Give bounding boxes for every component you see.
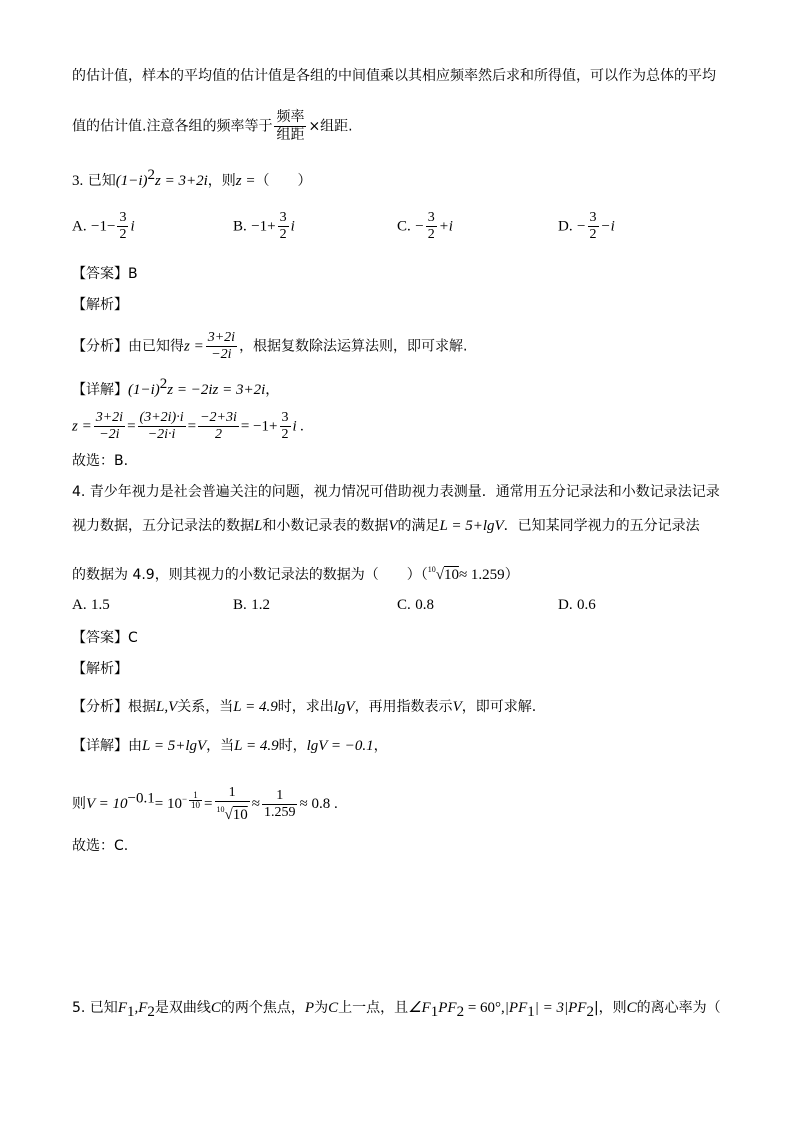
q4-answer: 【答案】C: [72, 630, 138, 646]
intro-line-2-text: 值的估计值.注意各组的频率等于: [72, 118, 273, 135]
q4-line-2: 视力数据，五分记录法的数据L和小数记录表的数据V的满足L = 5+lgV．已知某同学视力的五分记录法: [72, 518, 700, 534]
q3-stem-mid: ，则: [207, 173, 236, 189]
q3-jiexi: 【解析】: [72, 297, 128, 313]
q4-guxuan: 故选：C.: [72, 838, 129, 854]
q3-option-c: C. − $\frac{3}{2}$ +i: [397, 210, 453, 242]
freq-over-width-fraction: [274, 109, 306, 144]
q3-guxuan: 故选：B.: [72, 453, 129, 469]
q4-xiangjie: 【详解】由L = 5+lgV，当L = 4.9时，lgV = −0.1，: [72, 738, 388, 754]
q4-option-b: B. 1.2: [233, 597, 270, 613]
q3-answer: 【答案】B: [72, 266, 138, 282]
q3-bracket: （ ）: [255, 173, 312, 189]
q3-option-b: B. −1+ $\frac{3}{2}$ i: [233, 210, 295, 242]
q4-option-c: C. 0.8: [397, 597, 434, 613]
q3-xiangjie: 【详解】$(1-i)^2z = -2iz = 3+2i$，: [72, 376, 280, 398]
q3-fenxi: 【分析】由已知得z = $\frac{3+2i}{-2i}$ ，根据复数除法运算法则，即可求解.: [72, 330, 468, 362]
q4-option-d: D. 0.6: [558, 597, 596, 613]
q5-stem: 5. 已知$F_1,F_2$是双曲线C的两个焦点，P为C上一点，且$\angle F_1PF_2 = 60^\circ,|PF_1| = 3|PF_2|$，则C的离心率为（: [72, 1000, 721, 1020]
q4-calc: 则$V = 10^{-0.1}= 10^{- \frac{1}{10}}$ = $\frac{1}{^{10}√10}$ ≈ $\frac{1}{1.259}$ ≈ 0.8 .: [72, 785, 338, 823]
frac-denominator: 组距: [276, 127, 305, 143]
q3-option-d: D. − $\frac{3}{2}$ −i: [558, 210, 615, 242]
q3-number: 3.: [72, 173, 84, 189]
q4-option-a: A. 1.5: [72, 597, 110, 613]
q3-stem: [72, 165, 311, 191]
q4-jiexi: 【解析】: [72, 661, 128, 677]
q4-line-1: 4. 青少年视力是社会普遍关注的问题，视力情况可借助视力表测量．通常用五分记录法和小数记录法记录: [72, 484, 720, 500]
frac-numerator: 频率: [276, 109, 305, 125]
tenth-root-symbol: $^{10}$√10: [427, 565, 459, 583]
intro-line-2: [72, 109, 353, 144]
q4-fenxi: 【分析】根据L,V关系，当L = 4.9时，求出lgV，再用指数表示V，即可求解.: [72, 699, 537, 715]
q3-option-a: A. −1− $\frac{3}{2}$ i: [72, 210, 135, 242]
q3-z-eq: z =: [235, 173, 256, 189]
intro-line-2-tail: ×组距.: [308, 118, 353, 135]
q4-line-3: 的数据为 4.9，则其视力的小数记录法的数据为（ ）（$^{10}$√10≈ 1.259）: [72, 565, 519, 583]
intro-line-1: 的估计值，样本的平均值的估计值是各组的中间值乘以其相应频率然后求和所得值，可以作为总体的平均: [72, 68, 716, 84]
q3-calc: z = $\frac{3+2i}{-2i}$ = $\frac{(3+2i)\cdot i}{-2i\cdot i}$ = $\frac{-2+3i}{2}$ = −1+ $\frac{3}{2}$ i .: [72, 410, 305, 442]
q3-stem-pre: 已知: [87, 173, 116, 189]
q3-expr: $(1-i)^2z = 3+2i$: [115, 167, 208, 189]
